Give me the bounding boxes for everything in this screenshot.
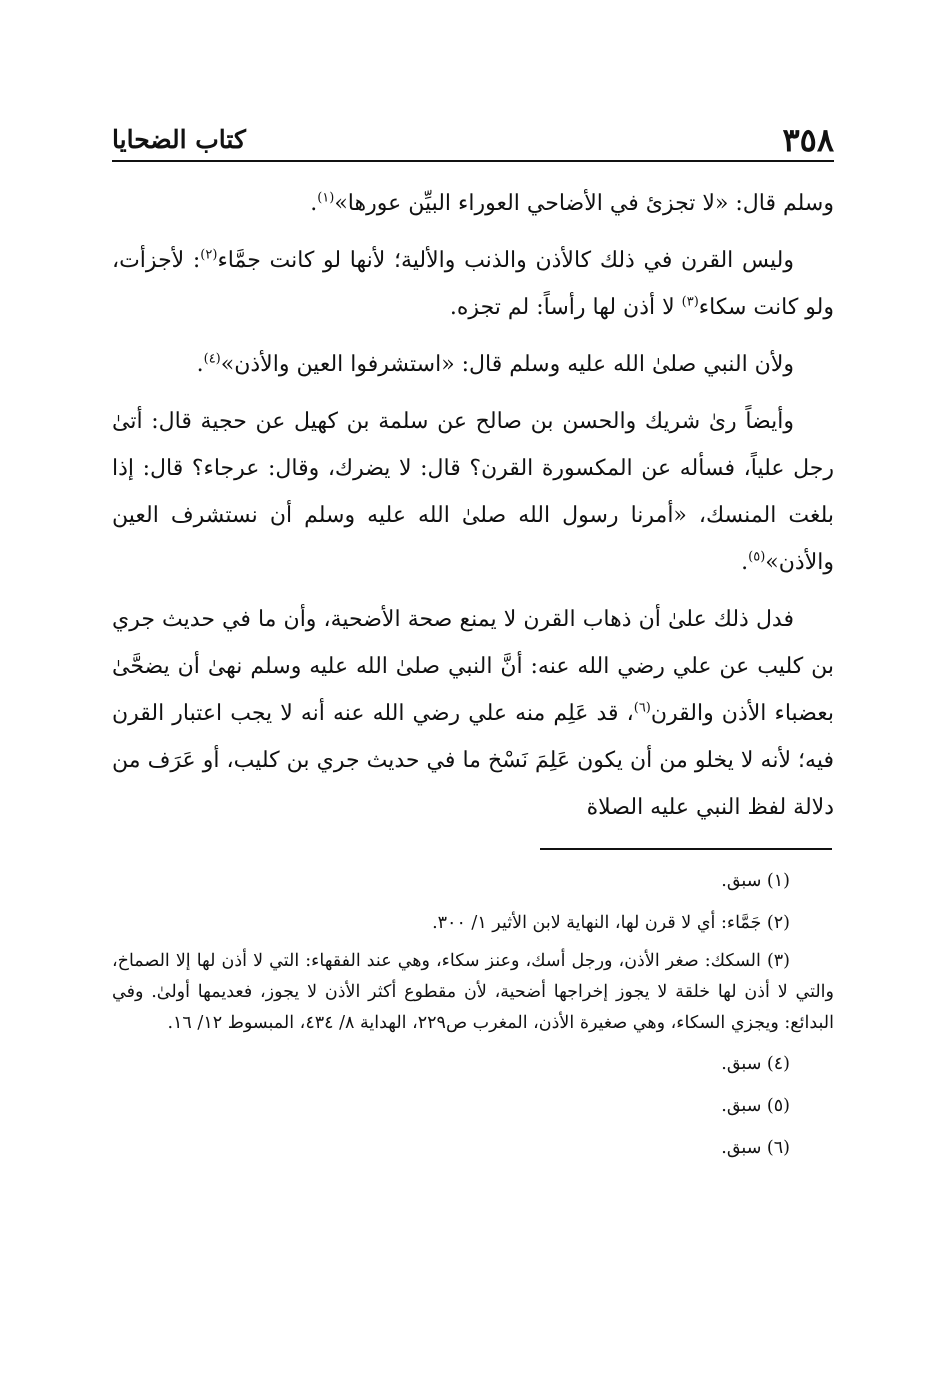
paragraph-4 <box>112 398 834 586</box>
footnotes <box>112 862 834 1171</box>
paragraph-3-text: ولأن النبي صلىٰ الله عليه وسلم قال: «استشرفوا العين والأذن» <box>220 352 794 377</box>
footnote-ref-4: (٤) <box>203 351 221 367</box>
footnote-2: (٢) جَمَّاء: أي لا قرن لها، النهاية لابن الأثير ١/ ٣٠٠. <box>432 913 790 933</box>
paragraph-4-text: وأيضاً رىٰ شريك والحسن بن صالح عن سلمة بن كهيل عن حجية قال: أتىٰ رجل علياً، فسأله عن المكسورة القرن؟ قال: لا يضرك، وقال: عرجاء؟ قال: إذا بلغت المنسك، «أمرنا رسول الله صلىٰ الله عليه وسلم أن نستشرف العين والأذن» <box>112 409 834 575</box>
paragraph-4-end: . <box>741 550 749 575</box>
main-text <box>112 180 834 841</box>
paragraph-5 <box>112 596 834 831</box>
footnote-ref-6: (٦) <box>633 700 651 716</box>
paragraph-2-text-a: وليس القرن في ذلك كالأذن والذنب والألية؛ لأنها لو كانت جمَّاء <box>217 248 794 273</box>
paragraph-2-text-b: : لأجزأت، ولو كانت سكاء <box>112 248 834 320</box>
page-number: ٣٥٨ <box>782 121 834 159</box>
paragraph-2-text-c: لا أذن لها رأساً: لم تجزه. <box>449 295 682 320</box>
footnote-divider <box>540 848 832 850</box>
footnote-1: (١) سبق. <box>721 871 790 891</box>
header-divider <box>112 160 834 162</box>
footnote-6: (٦) سبق. <box>721 1138 790 1158</box>
footnote-3: (٣) السكك: صغر الأذن، ورجل أسك، وعنز سكاء، وهي عند الفقهاء: التي لا أذن لها إلا الصماخ، والتي لا أذن لها خلقة لا يجوز إخراجها أضحية، لأن مقطوع أكثر الأذن لا يجوز، فعديمها أولىٰ. وفي البدائع: ويجزي السكاء، وهي صغيرة الأذن، المغرب ص٢٢٩، الهداية ٨/ ٤٣٤، المبسوط ١٢/ ١٦. <box>112 951 834 1033</box>
footnote-ref-1: (١) <box>317 190 335 206</box>
footnote-ref-3: (٣) <box>681 294 699 310</box>
paragraph-2 <box>112 237 834 331</box>
footnote-5: (٥) سبق. <box>721 1096 790 1116</box>
paragraph-3 <box>112 341 834 388</box>
footnote-ref-2: (٢) <box>200 247 218 263</box>
footnote-ref-5: (٥) <box>748 549 766 565</box>
footnote-4: (٤) سبق. <box>721 1054 790 1074</box>
paragraph-1-text: وسلم قال: «لا تجزئ في الأضاحي العوراء البيِّن عورها» <box>334 191 834 216</box>
paragraph-1 <box>112 180 834 227</box>
page-header <box>112 118 834 166</box>
running-title: كتاب الضحايا <box>112 125 246 154</box>
paragraph-5-text-a: فدل ذلك علىٰ أن ذهاب القرن لا يمنع صحة الأضحية، وأن ما في حديث جري بن كليب عن علي رضي الله عنه: أنَّ النبي صلىٰ الله عليه وسلم نهىٰ أن يضحَّىٰ بعضباء الأذن والقرن <box>112 607 834 726</box>
paragraph-3-end: . <box>196 352 204 377</box>
paragraph-5-text-b: ، قد عَلِم منه علي رضي الله عنه أنه لا يجب اعتبار القرن فيه؛ لأنه لا يخلو من أن يكون عَلِمَ نَسْخ ما في حديث جري بن كليب، أو عَرَف من دلالة لفظ النبي عليه الصلاة <box>112 701 834 820</box>
paragraph-1-end: . <box>310 191 318 216</box>
